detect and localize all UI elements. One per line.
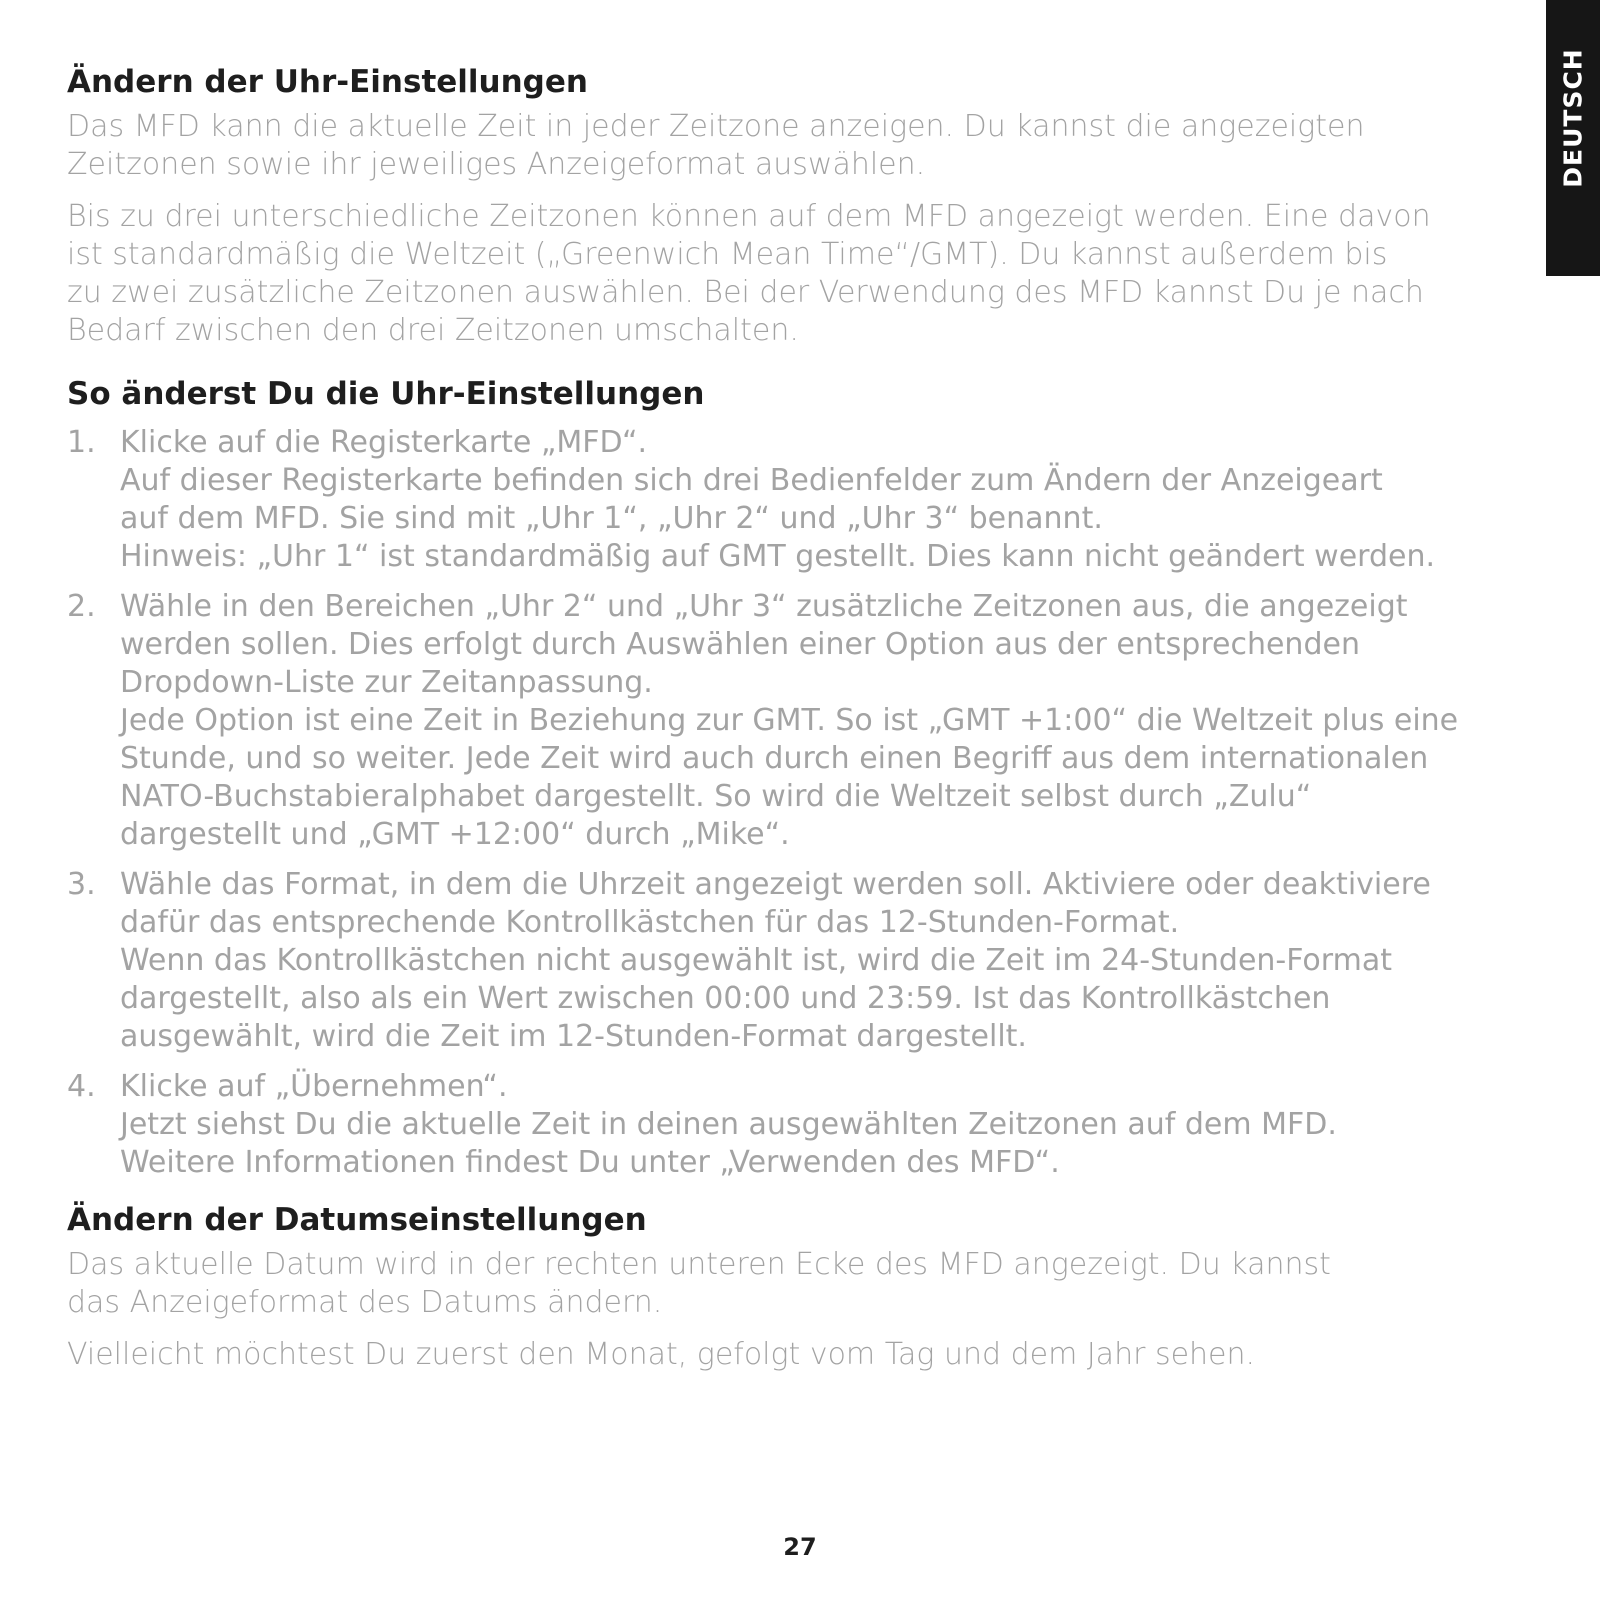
text-line: Klicke auf „Übernehmen“. — [120, 1069, 508, 1104]
text-line: auf dem MFD. Sie sind mit „Uhr 1“, „Uhr 2“ und „Uhr 3“ benannt. — [120, 501, 1103, 536]
text-line: dafür das entsprechende Kontrollkästchen für das 12-Stunden-Format. — [120, 905, 1180, 940]
page-content — [67, 60, 1517, 1374]
timezone-paragraph — [67, 198, 1517, 350]
text-line: dargestellt, also als ein Wert zwischen 00:00 und 23:59. Ist das Kontrollkästchen — [120, 981, 1331, 1016]
clock-settings-heading: Ändern der Uhr-Einstellungen — [67, 64, 588, 100]
text-line: werden sollen. Dies erfolgt durch Auswählen einer Option aus der entsprechenden — [120, 627, 1360, 662]
step-number: 3. — [67, 867, 96, 902]
text-line: Klicke auf die Registerkarte „MFD“. — [120, 425, 648, 460]
steps-list — [67, 424, 1517, 1182]
page-number: 27 — [783, 1533, 817, 1561]
text-line: Jetzt siehst Du die aktuelle Zeit in deinen ausgewählten Zeitzonen auf dem MFD. — [120, 1107, 1337, 1142]
date-settings-heading: Ändern der Datumseinstellungen — [67, 1202, 647, 1238]
step-number: 1. — [67, 425, 96, 460]
text-line: Bis zu drei unterschiedliche Zeitzonen können auf dem MFD angezeigt werden. Eine davon — [67, 199, 1431, 234]
step-body — [120, 1068, 1517, 1182]
text-line: Zeitzonen sowie ihr jeweiliges Anzeigeformat auswählen. — [67, 147, 926, 182]
text-line: Jede Option ist eine Zeit in Beziehung zur GMT. So ist „GMT +1:00“ die Weltzeit plus eine — [120, 703, 1459, 738]
step-item — [67, 424, 1517, 576]
text-line: ausgewählt, wird die Zeit im 12-Stunden-Format dargestellt. — [120, 1019, 1027, 1054]
text-line: Hinweis: „Uhr 1“ ist standardmäßig auf GMT gestellt. Dies kann nicht geändert werden. — [120, 539, 1436, 574]
step-body — [120, 424, 1517, 576]
step-body — [120, 866, 1517, 1056]
text-line: Wenn das Kontrollkästchen nicht ausgewählt ist, wird die Zeit im 24-Stunden-Format — [120, 943, 1392, 978]
text-line: Wähle das Format, in dem die Uhrzeit angezeigt werden soll. Aktiviere oder deaktiviere — [120, 867, 1431, 902]
step-item — [67, 866, 1517, 1056]
text-line: ist standardmäßig die Weltzeit („Greenwich Mean Time“/GMT). Du kannst außerdem bis — [67, 237, 1388, 272]
howto-heading: So änderst Du die Uhr-Einstellungen — [67, 376, 705, 412]
step-item — [67, 588, 1517, 854]
text-line: dargestellt und „GMT +12:00“ durch „Mike“. — [120, 817, 790, 852]
language-tab — [1546, 0, 1600, 276]
text-line: Auf dieser Registerkarte befinden sich drei Bedienfelder zum Ändern der Anzeigeart — [120, 463, 1383, 498]
text-line: NATO-Buchstabieralphabet dargestellt. So wird die Weltzeit selbst durch „Zulu“ — [120, 779, 1312, 814]
date-intro-paragraph — [67, 1246, 1517, 1322]
text-line: das Anzeigeformat des Datums ändern. — [67, 1285, 663, 1320]
text-line: Dropdown-Liste zur Zeitanpassung. — [120, 665, 653, 700]
language-tab-label: DEUTSCH — [1558, 48, 1588, 188]
step-number: 4. — [67, 1069, 96, 1104]
step-number: 2. — [67, 589, 96, 624]
text-line: Stunde, und so weiter. Jede Zeit wird auch durch einen Begriff aus dem internationalen — [120, 741, 1429, 776]
clock-intro-paragraph — [67, 108, 1517, 184]
step-body — [120, 588, 1517, 854]
text-line: Das aktuelle Datum wird in der rechten unteren Ecke des MFD angezeigt. Du kannst — [67, 1247, 1331, 1282]
text-line: Bedarf zwischen den drei Zeitzonen umschalten. — [67, 313, 799, 348]
text-line: Wähle in den Bereichen „Uhr 2“ und „Uhr 3“ zusätzliche Zeitzonen aus, die angezeigt — [120, 589, 1408, 624]
date-order-paragraph — [67, 1336, 1517, 1374]
text-line: Vielleicht möchtest Du zuerst den Monat, gefolgt vom Tag und dem Jahr sehen. — [67, 1337, 1256, 1372]
text-line: Das MFD kann die aktuelle Zeit in jeder Zeitzone anzeigen. Du kannst die angezeigten — [67, 109, 1365, 144]
text-line: Weitere Informationen findest Du unter „Verwenden des MFD“. — [120, 1145, 1060, 1180]
step-item — [67, 1068, 1517, 1182]
text-line: zu zwei zusätzliche Zeitzonen auswählen. Bei der Verwendung des MFD kannst Du je nach — [67, 275, 1424, 310]
